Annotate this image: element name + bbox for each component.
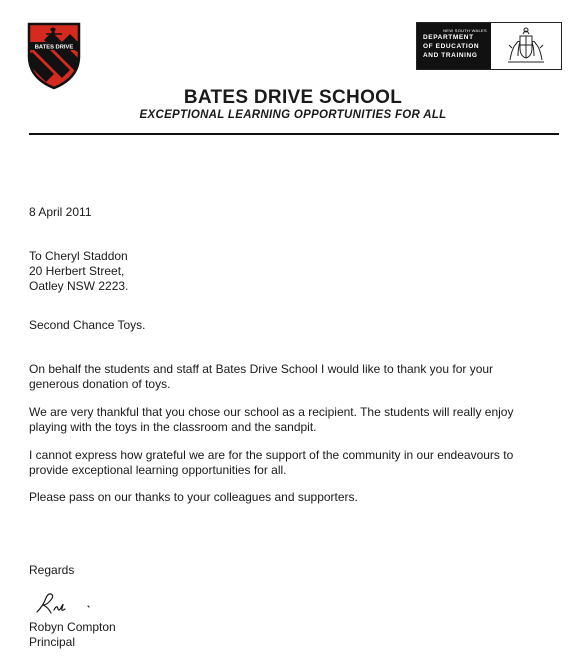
school-name: BATES DRIVE SCHOOL <box>183 87 403 108</box>
crest-text: BATES DRIVE <box>34 44 74 51</box>
letter-closing: Regards <box>29 563 75 577</box>
signatory-title: Principal <box>29 635 76 649</box>
paragraph-line: We are very thankful that you chose our school as a recipient. The students will really enjoy <box>29 405 514 419</box>
paragraph-3 <box>29 448 564 478</box>
department-line-2: OF EDUCATION <box>423 43 480 50</box>
letter-date: 8 April 2011 <box>29 205 92 219</box>
paragraph-line: On behalf the students and staff at Bates Drive School I would like to thank you for your <box>29 362 494 376</box>
paragraph-line: I cannot express how grateful we are for the support of the community in our endeavours to <box>29 448 514 462</box>
department-line-3: AND TRAINING <box>423 52 478 59</box>
letter-subject: Second Chance Toys. <box>29 318 146 332</box>
department-line-1: DEPARTMENT <box>423 34 474 41</box>
paragraph-line: generous donation of toys. <box>29 377 171 391</box>
school-motto: EXCEPTIONAL LEARNING OPPORTUNITIES FOR ALL <box>139 109 447 121</box>
paragraph-line: playing with the toys in the classroom and the sandpit. <box>29 420 317 434</box>
paragraph-1 <box>29 362 564 392</box>
paragraph-2 <box>29 405 564 435</box>
paragraph-line: Please pass on our thanks to your colleagues and supporters. <box>29 490 358 504</box>
recipient-line: To Cheryl Staddon <box>29 249 128 263</box>
school-crest-logo <box>24 20 84 90</box>
department-state: NEW SOUTH WALES <box>443 28 487 33</box>
signatory-name: Robyn Compton <box>29 620 116 634</box>
department-logo <box>416 22 562 70</box>
recipient-line: Oatley NSW 2223. <box>29 279 129 293</box>
paragraph-4 <box>29 490 564 505</box>
handwritten-signature <box>34 590 104 616</box>
coat-of-arms-icon <box>491 23 561 69</box>
department-name-block <box>417 23 491 69</box>
paragraph-line: provide exceptional learning opportunities for all. <box>29 463 287 477</box>
header-divider <box>29 133 559 135</box>
recipient-line: 20 Herbert Street, <box>29 264 125 278</box>
recipient-address <box>29 249 564 294</box>
